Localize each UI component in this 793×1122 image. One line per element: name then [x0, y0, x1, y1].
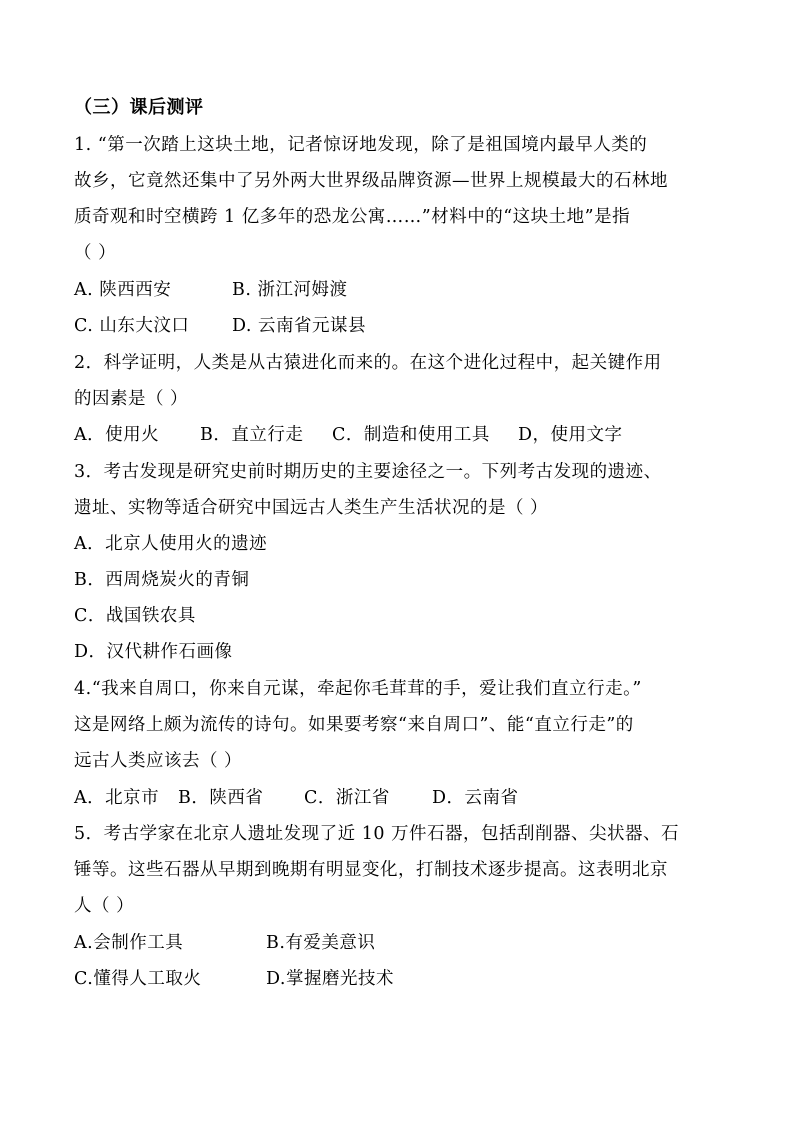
- question-2-option-d: D，使用文字: [518, 425, 623, 445]
- question-4-line-1: 4.“我来自周口，你来自元谋，牵起你毛茸茸的手，爱让我们直立行走。”: [74, 679, 642, 699]
- question-1-option-a: A. 陕西西安: [74, 280, 172, 300]
- question-3-option-d: D．汉代耕作石画像: [74, 642, 233, 662]
- question-5-option-b: B.有爱美意识: [266, 933, 376, 953]
- question-4-line-3: 远古人类应该去（ ）: [74, 751, 243, 771]
- question-2-line-1: 2．科学证明，人类是从古猿进化而来的。在这个进化过程中，起关键作用: [74, 353, 662, 373]
- question-3-option-b: B．西周烧炭火的青铜: [74, 570, 250, 590]
- question-1-option-c: C. 山东大汶口: [74, 316, 190, 336]
- question-5-line-3: 人（ ）: [74, 896, 135, 916]
- question-3-option-a: A．北京人使用火的遗迹: [74, 534, 268, 554]
- question-5-option-d: D.掌握磨光技术: [266, 969, 394, 989]
- question-1-line-1: 1. “第一次踏上这块土地，记者惊讶地发现，除了是祖国境内最早人类的: [74, 135, 648, 155]
- question-1-line-2: 故乡，它竟然还集中了另外两大世界级品牌资源—世界上规模最大的石林地: [74, 171, 668, 191]
- question-2-option-b: B．直立行走: [200, 425, 304, 445]
- question-1-option-b: B. 浙江河姆渡: [232, 280, 348, 300]
- question-1-option-d: D. 云南省元谋县: [232, 316, 367, 336]
- question-2-line-2: 的因素是（ ）: [74, 389, 189, 409]
- question-2-option-c: C．制造和使用工具: [332, 425, 490, 445]
- question-5-option-a: A.会制作工具: [74, 933, 184, 953]
- question-1-line-4: （ ）: [74, 243, 117, 263]
- section-title: （三）课后测评: [74, 97, 204, 118]
- question-4-line-2: 这是网络上颇为流传的诗句。如果要考察“来自周口”、能“直立行走”的: [74, 715, 634, 735]
- question-5-option-c: C.懂得人工取火: [74, 969, 202, 989]
- question-1-line-3: 质奇观和时空横跨 1 亿多年的恐龙公寓……”材料中的“这块土地”是指: [74, 207, 631, 227]
- question-5-line-2: 锤等。这些石器从早期到晚期有明显变化，打制技术逐步提高。这表明北京: [74, 860, 668, 880]
- question-4-option-c: C．浙江省: [304, 788, 390, 808]
- question-4-option-d: D．云南省: [432, 788, 519, 808]
- question-5-line-1: 5．考古学家在北京人遗址发现了近 10 万件石器，包括刮削器、尖状器、石: [74, 824, 680, 844]
- question-4-option-b: B．陕西省: [178, 788, 264, 808]
- question-3-option-c: C．战国铁农具: [74, 606, 196, 626]
- question-3-line-2: 遗址、实物等适合研究中国远古人类生产生活状况的是（ ）: [74, 498, 549, 518]
- question-2-option-a: A．使用火: [74, 425, 160, 445]
- question-4-option-a: A．北京市: [74, 788, 160, 808]
- question-3-line-1: 3．考古发现是研究史前时期历史的主要途径之一。下列考古发现的遗迹、: [74, 462, 662, 482]
